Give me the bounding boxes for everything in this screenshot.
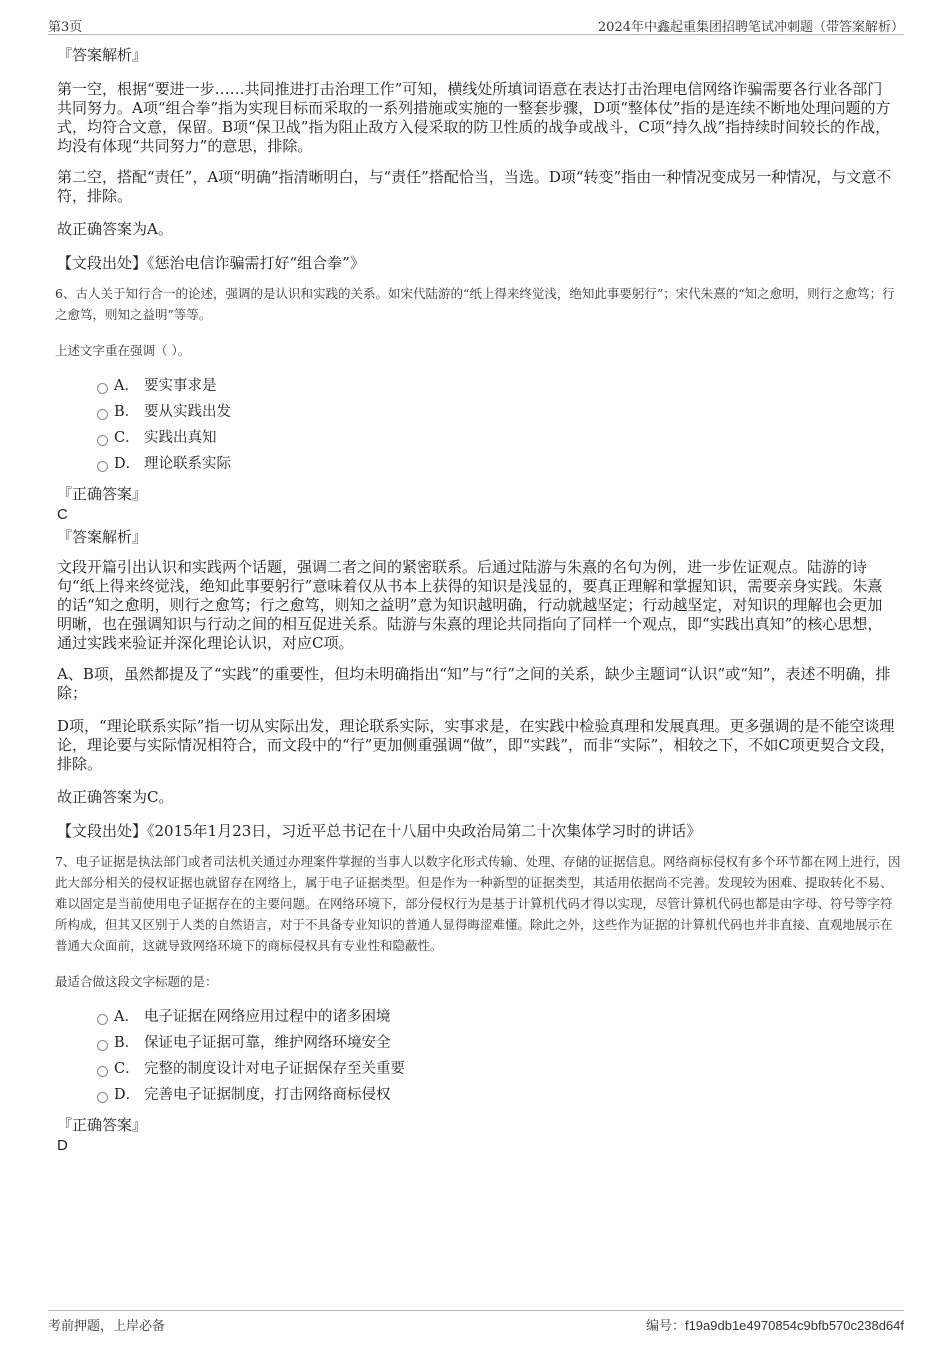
radio-button-icon[interactable]: [97, 409, 108, 420]
radio-button-icon[interactable]: [97, 1014, 108, 1025]
q7-option-c[interactable]: C． 完整的制度设计对电子证据保存至关重要: [57, 1056, 897, 1082]
document-title: 2024年中鑫起重集团招聘笔试冲刺题（带答案解析）: [597, 20, 904, 35]
q7-option-b[interactable]: B． 保证电子证据可靠，维护网络环境安全: [57, 1030, 897, 1056]
footer-slogan: 考前押题，上岸必备: [48, 1319, 166, 1334]
q6-analysis-label: 『答案解析』: [57, 528, 148, 546]
q7-option-a[interactable]: A． 电子证据在网络应用过程中的诸多困境: [57, 1004, 897, 1030]
radio-button-icon[interactable]: [97, 435, 108, 446]
radio-button-icon[interactable]: [97, 1066, 108, 1077]
q7-stem: 7、电子证据是执法部门或者司法机关通过办理案件掌握的当事人以数字化形式传输、处理、存储的证据信息。网络商标侵权有多个环节都在网上进行，因此大部分相关的侵权证据也就留存在网络上，属于电子证据类型。但是作为一种新型的证据类型，其适用依据尚不完善。发现较为困难、提取转化不易、难以固定是当前使用电子证据存在的主要问题。在网络环境下，部分侵权行为是基于计算机代码才得以实现，尽管计算机代码也都是由字母、符号等字符所构成，但其又区别于人类的自然语言，对于不具备专业知识的普通人显得晦涩难懂。除此之外，这些作为证据的计算机代码也并非直接、直观地展示在普通大众面前，这就导致网络环境下的商标侵权具有专业性和隐蔽性。: [55, 854, 901, 953]
q6-option-c[interactable]: C． 实践出真知: [57, 425, 897, 451]
q7-option-d[interactable]: D． 完善电子证据制度，打击网络商标侵权: [57, 1082, 897, 1108]
q6-answer-label: 『正确答案』: [57, 485, 148, 503]
q7-prompt: 最适合做这段文字标题的是：: [55, 974, 218, 989]
q5-analysis-label: 『答案解析』: [57, 46, 148, 64]
q7-answer-label: 『正确答案』: [57, 1116, 148, 1134]
page-number: 第3页: [48, 20, 83, 35]
q6-conclusion: 故正确答案为C。: [57, 788, 174, 806]
radio-button-icon[interactable]: [97, 1092, 108, 1103]
q6-analysis-paragraph-2: A、B项，虽然都提及了“实践”的重要性，但均未明确指出“知”与“行”之间的关系，缺少主题词“认识”或“知”，表述不明确，排除；: [57, 665, 891, 702]
q6-options: [57, 373, 897, 477]
q6-option-a[interactable]: A． 要实事求是: [57, 373, 897, 399]
q6-analysis-paragraph-1: 文段开篇引出认识和实践两个话题，强调二者之间的紧密联系。后通过陆游与朱熹的名句为例，进一步佐证观点。陆游的诗句“纸上得来终觉浅，绝知此事要躬行”意味着仅从书本上获得的知识是浅显的，要真正理解和掌握知识，需要亲身实践。朱熹的话“知之愈明，则行之愈笃；行之愈笃，则知之益明”意为知识越明确，行动就越坚定；行动越坚定，对知识的理解也会更加明晰，也在强调知识与行动之间的相互促进关系。陆游与朱熹的理论共同指向了同样一个观点，即“实践出真知”的核心思想，通过实践来验证并深化理论认识，对应C项。: [57, 558, 883, 652]
radio-button-icon[interactable]: [97, 1040, 108, 1051]
q6-source: 【文段出处】《2015年1月23日，习近平总书记在十八届中央政治局第二十次集体学习时的讲话》: [57, 822, 702, 840]
q6-prompt: 上述文字重在强调（ ）。: [55, 343, 191, 358]
page-footer: [48, 1310, 904, 1333]
q6-stem: 6、古人关于知行合一的论述，强调的是认识和实践的关系。如宋代陆游的“纸上得来终觉浅，绝知此事要躬行”；宋代朱熹的“知之愈明，则行之愈笃；行之愈笃，则知之益明”等等。: [55, 286, 895, 322]
footer-code: 编号：f19a9db1e4970854c9bfb570c238d64f: [645, 1318, 904, 1333]
q6-option-d[interactable]: D． 理论联系实际: [57, 451, 897, 477]
q5-source: 【文段出处】《惩治电信诈骗需打好“组合拳”》: [57, 254, 365, 272]
page-header: [48, 14, 904, 35]
q5-analysis-paragraph-2: 第二空，搭配“责任”，A项“明确”指清晰明白，与“责任”搭配恰当，当选。D项“转变”指由一种情况变成另一种情况，与文意不符，排除。: [57, 168, 892, 205]
q6-analysis-paragraph-3: D项，“理论联系实际”指一切从实际出发，理论联系实际，实事求是，在实践中检验真理和发展真理。更多强调的是不能空谈理论，理论要与实际情况相符合，而文段中的“行”更加侧重强调“做”，即“实践”，而非“实际”，相较之下，不如C项更契合文段，排除。: [57, 717, 895, 773]
q5-analysis-paragraph-1: 第一空，根据“要进一步……共同推进打击治理工作”可知，横线处所填词语意在表达打击治理电信网络诈骗需要各行业各部门共同努力。A项“组合拳”指为实现目标而采取的一系列措施或实施的一整套步骤，D项“整体仗”指的是连续不断地处理问题的方式，均符合文意，保留。B项“保卫战”指为阻止敌方入侵采取的防卫性质的战争或战斗，C项“持久战”指持续时间较长的作战，均没有体现“共同努力”的意思，排除。: [57, 80, 891, 155]
q5-conclusion: 故正确答案为A。: [57, 220, 173, 238]
q7-answer: D: [57, 1137, 68, 1154]
q6-answer: C: [57, 506, 68, 523]
q7-options: [57, 1004, 897, 1108]
page-content: [55, 44, 901, 1155]
q6-option-b[interactable]: B． 要从实践出发: [57, 399, 897, 425]
radio-button-icon[interactable]: [97, 461, 108, 472]
radio-button-icon[interactable]: [97, 383, 108, 394]
